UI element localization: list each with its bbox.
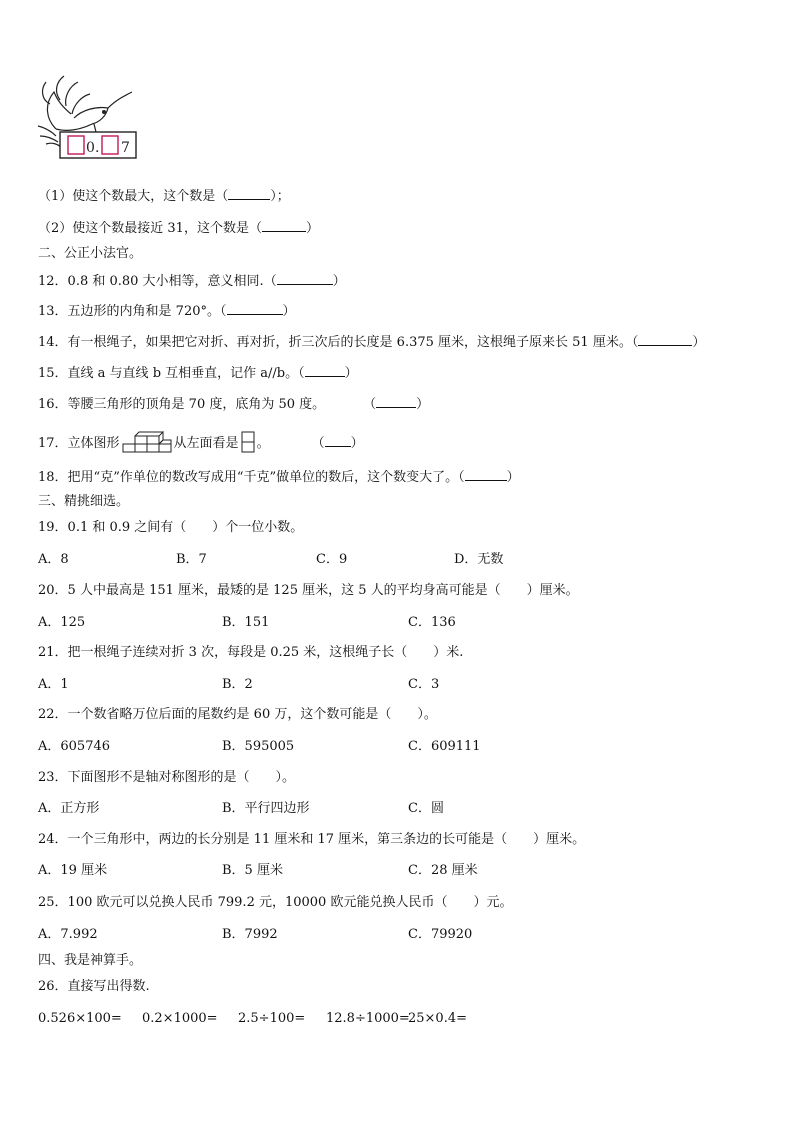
q23-option-a[interactable]: A．正方形 [38, 801, 100, 816]
question-26: 26．直接写出得数. [38, 979, 150, 994]
q26-expr-3: 2.5÷100= [238, 1011, 306, 1026]
answer-blank[interactable] [376, 395, 416, 408]
q26-expr-1: 0.526×100= [38, 1011, 122, 1026]
section-2-heading: 二、公正小法官。 [38, 246, 143, 261]
q20-option-c[interactable]: C．136 [408, 615, 456, 630]
q24-option-c[interactable]: C．28 厘米 [408, 863, 478, 878]
bird-card-illustration [36, 74, 146, 164]
q19-option-b[interactable]: B．7 [176, 552, 207, 567]
q26-expr-5: 25×0.4= [408, 1011, 468, 1026]
answer-blank[interactable] [228, 187, 270, 200]
q23-option-c[interactable]: C．圆 [408, 801, 444, 816]
card-digit-7: 7 [121, 140, 130, 156]
q25-option-c[interactable]: C．79920 [408, 927, 473, 942]
q19-option-a[interactable]: A．8 [38, 552, 69, 567]
cube-stack-figure [122, 431, 172, 453]
answer-blank[interactable] [262, 219, 306, 232]
section-3-heading: 三、精挑细选。 [38, 494, 130, 509]
question-16: 16．等腰三角形的顶角是 70 度，底角为 50 度。 （ ） [38, 397, 430, 412]
q22-option-b[interactable]: B．595005 [222, 739, 295, 754]
q24-option-b[interactable]: B．5 厘米 [222, 863, 283, 878]
section-4-heading: 四、我是神算手。 [38, 953, 143, 968]
card-digit-0: 0 [86, 140, 95, 156]
question-21: 21．把一根绳子连续对折 3 次，每段是 0.25 米，这根绳子长（ ）米. [38, 645, 464, 660]
question-20: 20．5 人中最高是 151 厘米，最矮的是 125 厘米，这 5 人的平均身高可能是（ ）厘米。 [38, 583, 579, 598]
answer-blank[interactable] [277, 272, 333, 285]
question-12: 12．0.8 和 0.80 大小相等，意义相同.（ ） [38, 274, 346, 289]
question-19: 19．0.1 和 0.9 之间有（ ）个一位小数。 [38, 520, 304, 535]
question-18: 18．把用“克”作单位的数改写成用“千克”做单位的数后，这个数变大了。（ ） [38, 470, 520, 485]
answer-blank[interactable] [638, 333, 692, 346]
question-15: 15．直线 a 与直线 b 互相垂直，记作 a//b。（ ） [38, 366, 358, 381]
left-view-figure [241, 431, 255, 453]
question-22: 22．一个数省略万位后面的尾数约是 60 万，这个数可能是（ ）。 [38, 707, 437, 722]
q11-part1: （1）使这个数最大，这个数是（ ）； [38, 189, 290, 204]
q19-option-c[interactable]: C．9 [316, 552, 348, 567]
q20-option-a[interactable]: A．125 [38, 615, 86, 630]
question-13: 13．五边形的内角和是 720°。（ ） [38, 304, 296, 319]
q25-option-b[interactable]: B．7992 [222, 927, 278, 942]
q21-option-b[interactable]: B．2 [222, 677, 253, 692]
question-25: 25．100 欧元可以兑换人民币 799.2 元，10000 欧元能兑换人民币（ ）元。 [38, 895, 513, 910]
question-17: 17．立体图形 从左面看是 。 （ ） [38, 431, 364, 453]
answer-blank[interactable] [305, 364, 345, 377]
question-14: 14．有一根绳子，如果把它对折、再对折，折三次后的长度是 6.375 厘米，这根绳子原来长 51 厘米。（ ） [38, 335, 706, 350]
q20-option-b[interactable]: B．151 [222, 615, 270, 630]
q21-option-a[interactable]: A．1 [38, 677, 69, 692]
q23-option-b[interactable]: B．平行四边形 [222, 801, 310, 816]
answer-blank[interactable] [465, 468, 507, 481]
q25-option-a[interactable]: A．7.992 [38, 927, 98, 942]
q22-option-a[interactable]: A．605746 [38, 739, 111, 754]
answer-blank[interactable] [227, 302, 283, 315]
q24-option-a[interactable]: A．19 厘米 [38, 863, 108, 878]
card-dot: . [95, 140, 100, 156]
question-24: 24．一个三角形中，两边的长分别是 11 厘米和 17 厘米，第三条边的长可能是（ ）厘米。 [38, 832, 586, 847]
q21-option-c[interactable]: C．3 [408, 677, 440, 692]
answer-blank[interactable] [325, 434, 351, 447]
q19-option-d[interactable]: D．无数 [454, 552, 504, 567]
question-23: 23．下面图形不是轴对称图形的是（ ）。 [38, 770, 296, 785]
q26-expr-4: 12.8÷1000= [326, 1011, 410, 1026]
q11-part2: （2）使这个数最接近 31，这个数是（ ） [38, 221, 319, 236]
q22-option-c[interactable]: C．609111 [408, 739, 481, 754]
q26-expr-2: 0.2×1000= [142, 1011, 218, 1026]
